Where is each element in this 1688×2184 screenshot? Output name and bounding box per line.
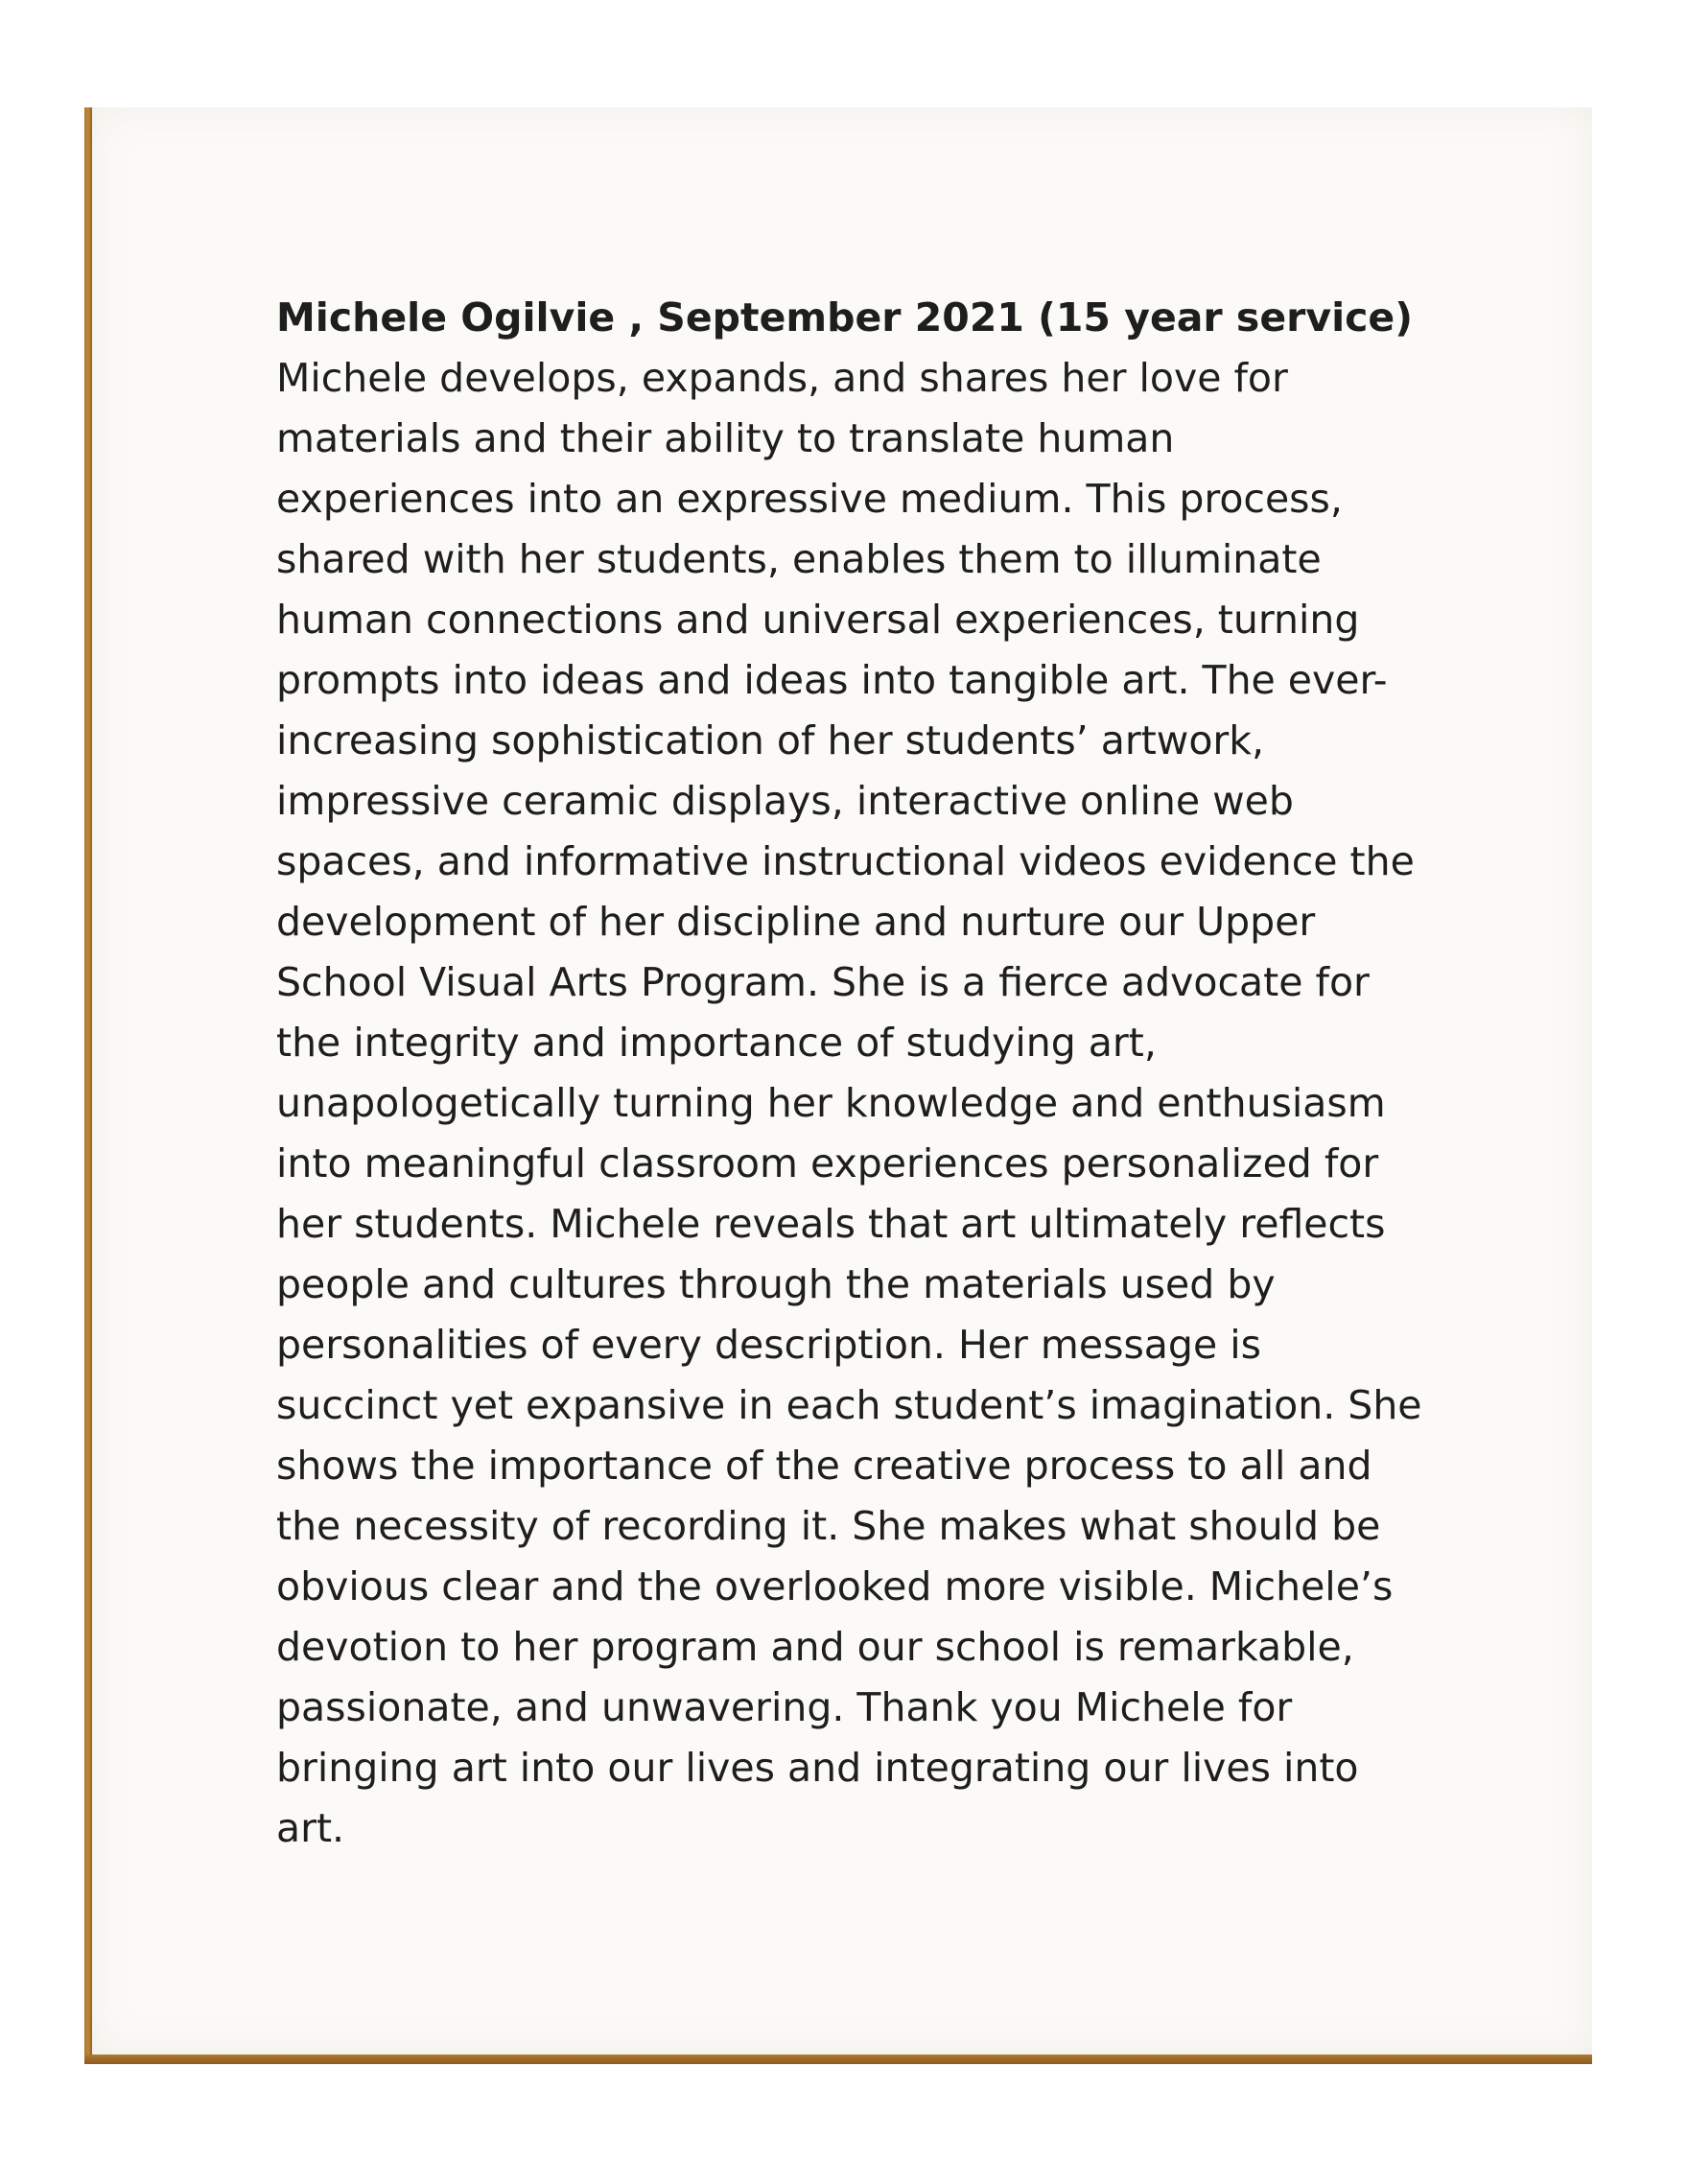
body-line: experiences into an expressive medium. This process, bbox=[276, 476, 1343, 522]
wood-surface-bottom-edge bbox=[84, 2055, 1592, 2064]
body-line: development of her discipline and nurture our Upper bbox=[276, 899, 1316, 945]
body-line: unapologetically turning her knowledge and enthusiasm bbox=[276, 1080, 1386, 1126]
body-line: passionate, and unwavering. Thank you Michele for bbox=[276, 1684, 1293, 1730]
document-heading: Michele Ogilvie , September 2021 (15 year service) bbox=[276, 294, 1413, 341]
body-line: materials and their ability to translate human bbox=[276, 415, 1175, 461]
document-body bbox=[276, 288, 1427, 1859]
body-line: bringing art into our lives and integrating our lives into bbox=[276, 1745, 1359, 1791]
body-line: Michele develops, expands, and shares her love for bbox=[276, 355, 1288, 401]
wood-surface-left-edge bbox=[84, 107, 92, 2064]
body-line: art. bbox=[276, 1805, 345, 1851]
body-line: impressive ceramic displays, interactive online web bbox=[276, 778, 1294, 824]
body-line: shared with her students, enables them to illuminate bbox=[276, 536, 1322, 582]
body-line: the necessity of recording it. She makes what should be bbox=[276, 1503, 1381, 1549]
body-line: people and cultures through the materials used by bbox=[276, 1261, 1276, 1307]
body-line: increasing sophistication of her students’ artwork, bbox=[276, 717, 1265, 763]
body-line: into meaningful classroom experiences personalized for bbox=[276, 1140, 1379, 1186]
body-line: spaces, and informative instructional videos evidence the bbox=[276, 838, 1415, 884]
body-line: personalities of every description. Her message is bbox=[276, 1322, 1261, 1368]
body-line: her students. Michele reveals that art ultimately reflects bbox=[276, 1201, 1386, 1247]
body-line: the integrity and importance of studying art, bbox=[276, 1020, 1157, 1066]
body-line: obvious clear and the overlooked more visible. Michele’s bbox=[276, 1563, 1394, 1609]
body-line: succinct yet expansive in each student’s imagination. She bbox=[276, 1382, 1422, 1428]
body-line: human connections and universal experiences, turning bbox=[276, 597, 1360, 643]
body-line: prompts into ideas and ideas into tangible art. The ever- bbox=[276, 657, 1388, 703]
body-line: shows the importance of the creative process to all and bbox=[276, 1443, 1372, 1489]
body-line: devotion to her program and our school is remarkable, bbox=[276, 1624, 1354, 1670]
body-line: School Visual Arts Program. She is a fierce advocate for bbox=[276, 959, 1370, 1005]
